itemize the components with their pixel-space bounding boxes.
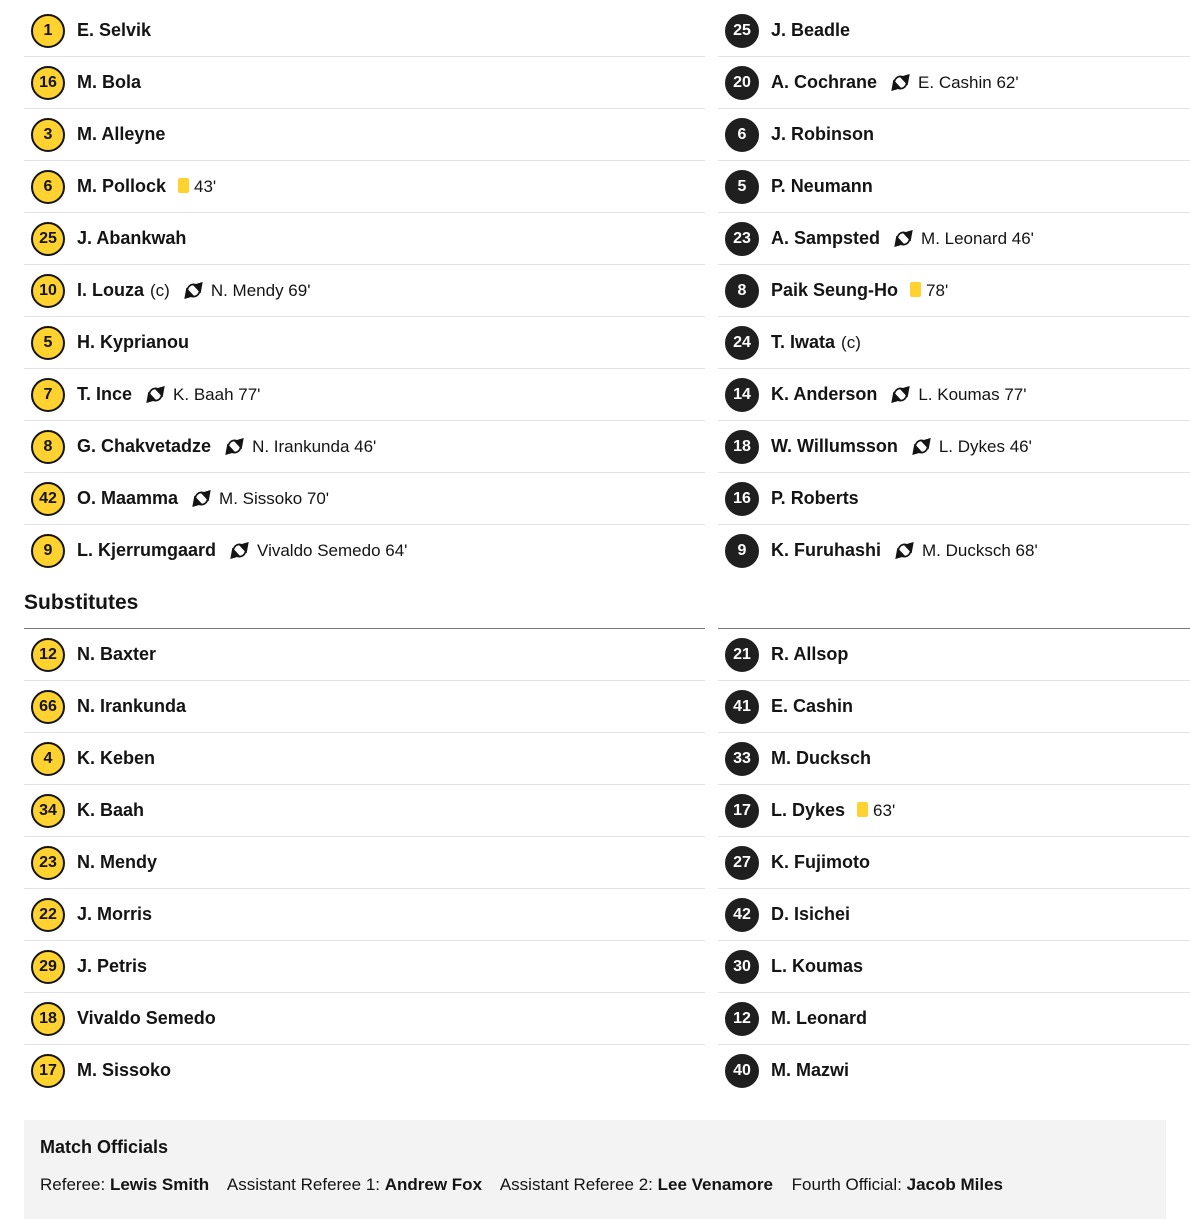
shirt-number-badge: 40 bbox=[725, 1054, 759, 1088]
player-name: T. Ince bbox=[77, 384, 133, 404]
shirt-number-badge: 8 bbox=[725, 274, 759, 308]
shirt-number-badge: 23 bbox=[31, 846, 65, 880]
player-row bbox=[24, 681, 705, 733]
player-row bbox=[718, 473, 1190, 525]
substitution-icon bbox=[184, 281, 203, 300]
shirt-number-badge: 24 bbox=[725, 326, 759, 360]
shirt-number-badge: 18 bbox=[725, 430, 759, 464]
substitution-info bbox=[230, 541, 407, 561]
player-name: Vivaldo Semedo bbox=[77, 1008, 216, 1028]
player-name: M. Mazwi bbox=[771, 1060, 850, 1080]
shirt-number-badge: 6 bbox=[725, 118, 759, 152]
shirt-number-badge: 21 bbox=[725, 638, 759, 672]
substitutes-heading-left bbox=[24, 576, 705, 629]
substitution-text: N. Mendy 69' bbox=[210, 280, 311, 300]
match-officials-line bbox=[40, 1174, 1150, 1196]
player-name: A. Cochrane bbox=[771, 72, 878, 92]
player-name: M. Leonard bbox=[771, 1008, 868, 1028]
home-substitutes-list bbox=[24, 629, 705, 1096]
substitution-info bbox=[894, 229, 1034, 249]
official-name: Andrew Fox bbox=[384, 1175, 483, 1194]
player-row bbox=[24, 5, 705, 57]
captain-indicator: (c) bbox=[841, 332, 861, 352]
shirt-number-badge: 4 bbox=[31, 742, 65, 776]
player-row bbox=[718, 993, 1190, 1045]
shirt-number-badge: 16 bbox=[725, 482, 759, 516]
shirt-number-badge: 66 bbox=[31, 690, 65, 724]
player-row bbox=[24, 57, 705, 109]
lineups-grid bbox=[24, 0, 1190, 1096]
player-row bbox=[24, 837, 705, 889]
match-officials-title: Match Officials bbox=[40, 1137, 169, 1157]
official-name: Jacob Miles bbox=[906, 1175, 1003, 1194]
player-row bbox=[24, 525, 705, 576]
player-name: M. Sissoko bbox=[77, 1060, 172, 1080]
shirt-number-badge: 7 bbox=[31, 378, 65, 412]
substitution-text: M. Sissoko 70' bbox=[219, 488, 330, 508]
player-name: P. Roberts bbox=[771, 488, 859, 508]
player-row bbox=[718, 369, 1190, 421]
substitution-info bbox=[146, 385, 260, 405]
substitutes-heading-right-rule bbox=[718, 576, 1190, 629]
shirt-number-badge: 1 bbox=[31, 14, 65, 48]
shirt-number-badge: 8 bbox=[31, 430, 65, 464]
player-name: J. Robinson bbox=[771, 124, 874, 144]
player-name: L. Koumas bbox=[771, 956, 864, 976]
substitution-icon bbox=[912, 437, 931, 456]
player-row bbox=[718, 421, 1190, 473]
player-row bbox=[718, 733, 1190, 785]
substitution-icon bbox=[146, 385, 165, 404]
yellow-card-icon bbox=[178, 178, 189, 193]
player-name: N. Baxter bbox=[77, 644, 157, 664]
player-name: E. Selvik bbox=[77, 20, 152, 40]
player-row bbox=[718, 317, 1190, 369]
shirt-number-badge: 17 bbox=[31, 1054, 65, 1088]
player-row bbox=[24, 993, 705, 1045]
player-row bbox=[24, 733, 705, 785]
shirt-number-badge: 3 bbox=[31, 118, 65, 152]
shirt-number-badge: 42 bbox=[725, 898, 759, 932]
player-name: J. Petris bbox=[77, 956, 148, 976]
yellow-card-icon bbox=[910, 282, 921, 297]
official-role: Referee: bbox=[40, 1175, 106, 1194]
player-row bbox=[718, 109, 1190, 161]
official-name: Lewis Smith bbox=[109, 1175, 210, 1194]
shirt-number-badge: 29 bbox=[31, 950, 65, 984]
substitution-icon bbox=[894, 229, 913, 248]
official-entry bbox=[40, 1175, 209, 1194]
player-row bbox=[718, 837, 1190, 889]
shirt-number-badge: 12 bbox=[725, 1002, 759, 1036]
player-name: D. Isichei bbox=[771, 904, 851, 924]
shirt-number-badge: 41 bbox=[725, 690, 759, 724]
away-starting-list bbox=[718, 5, 1190, 576]
player-name: R. Allsop bbox=[771, 644, 849, 664]
shirt-number-badge: 10 bbox=[31, 274, 65, 308]
shirt-number-badge: 20 bbox=[725, 66, 759, 100]
substitution-info bbox=[895, 541, 1038, 561]
substitution-icon bbox=[891, 385, 910, 404]
yellow-card-icon bbox=[857, 802, 868, 817]
away-substitutes-list bbox=[718, 629, 1190, 1096]
substitution-text: K. Baah 77' bbox=[173, 384, 261, 404]
player-name: M. Alleyne bbox=[77, 124, 166, 144]
shirt-number-badge: 5 bbox=[725, 170, 759, 204]
substitution-info bbox=[912, 437, 1032, 457]
player-name: J. Beadle bbox=[771, 20, 851, 40]
shirt-number-badge: 12 bbox=[31, 638, 65, 672]
substitution-icon bbox=[192, 489, 211, 508]
substitution-text: M. Leonard 46' bbox=[921, 228, 1034, 248]
shirt-number-badge: 30 bbox=[725, 950, 759, 984]
player-row bbox=[24, 1045, 705, 1096]
player-row bbox=[24, 265, 705, 317]
card-minute: 43' bbox=[194, 176, 217, 196]
shirt-number-badge: 33 bbox=[725, 742, 759, 776]
player-row bbox=[24, 369, 705, 421]
substitution-info bbox=[184, 281, 311, 301]
substitution-text: E. Cashin 62' bbox=[918, 72, 1019, 92]
player-name: K. Baah bbox=[77, 800, 145, 820]
player-row bbox=[24, 421, 705, 473]
player-row bbox=[718, 265, 1190, 317]
player-name: N. Mendy bbox=[77, 852, 158, 872]
substitution-text: N. Irankunda 46' bbox=[252, 436, 377, 456]
player-row bbox=[718, 681, 1190, 733]
card-minute: 63' bbox=[873, 800, 896, 820]
captain-indicator: (c) bbox=[150, 280, 170, 300]
substitution-icon bbox=[891, 73, 910, 92]
shirt-number-badge: 6 bbox=[31, 170, 65, 204]
player-name: T. Iwata bbox=[771, 332, 836, 352]
player-row bbox=[718, 629, 1190, 681]
player-row bbox=[718, 889, 1190, 941]
player-name: M. Pollock bbox=[77, 176, 167, 196]
match-officials-panel bbox=[24, 1120, 1166, 1219]
substitution-icon bbox=[225, 437, 244, 456]
substitution-icon bbox=[895, 541, 914, 560]
shirt-number-badge: 18 bbox=[31, 1002, 65, 1036]
player-name: K. Keben bbox=[77, 748, 156, 768]
shirt-number-badge: 5 bbox=[31, 326, 65, 360]
player-name: J. Abankwah bbox=[77, 228, 187, 248]
official-role: Fourth Official: bbox=[791, 1175, 902, 1194]
player-row bbox=[24, 785, 705, 837]
player-row bbox=[24, 109, 705, 161]
player-name: M. Ducksch bbox=[771, 748, 872, 768]
player-name: K. Anderson bbox=[771, 384, 878, 404]
substitution-text: M. Ducksch 68' bbox=[922, 540, 1038, 560]
player-name: I. Louza bbox=[77, 280, 144, 300]
player-row bbox=[24, 161, 705, 213]
player-row bbox=[718, 57, 1190, 109]
substitution-text: L. Dykes 46' bbox=[938, 436, 1032, 456]
shirt-number-badge: 42 bbox=[31, 482, 65, 516]
player-row bbox=[718, 785, 1190, 837]
official-name: Lee Venamore bbox=[657, 1175, 773, 1194]
player-row bbox=[24, 889, 705, 941]
shirt-number-badge: 22 bbox=[31, 898, 65, 932]
substitution-info bbox=[891, 385, 1026, 405]
shirt-number-badge: 25 bbox=[31, 222, 65, 256]
substitution-info bbox=[891, 73, 1019, 93]
player-row bbox=[24, 941, 705, 993]
player-name: H. Kyprianou bbox=[77, 332, 190, 352]
player-name: M. Bola bbox=[77, 72, 142, 92]
substitution-info bbox=[192, 489, 329, 509]
shirt-number-badge: 25 bbox=[725, 14, 759, 48]
substitution-text: L. Koumas 77' bbox=[918, 384, 1027, 404]
player-row bbox=[718, 5, 1190, 57]
player-name: W. Willumsson bbox=[771, 436, 898, 456]
shirt-number-badge: 27 bbox=[725, 846, 759, 880]
shirt-number-badge: 17 bbox=[725, 794, 759, 828]
official-role: Assistant Referee 2: bbox=[499, 1175, 653, 1194]
player-name: L. Dykes bbox=[771, 800, 846, 820]
substitution-icon bbox=[230, 541, 249, 560]
official-entry bbox=[227, 1175, 482, 1194]
official-entry bbox=[500, 1175, 773, 1194]
shirt-number-badge: 9 bbox=[725, 534, 759, 568]
shirt-number-badge: 16 bbox=[31, 66, 65, 100]
player-name: E. Cashin bbox=[771, 696, 854, 716]
player-row bbox=[24, 473, 705, 525]
player-name: O. Maamma bbox=[77, 488, 179, 508]
player-name: N. Irankunda bbox=[77, 696, 187, 716]
player-name: G. Chakvetadze bbox=[77, 436, 212, 456]
player-name: J. Morris bbox=[77, 904, 153, 924]
player-name: P. Neumann bbox=[771, 176, 873, 196]
card-minute: 78' bbox=[926, 280, 949, 300]
home-starting-list bbox=[24, 5, 705, 576]
substitutes-heading-spacer bbox=[718, 590, 1190, 616]
player-row bbox=[718, 161, 1190, 213]
player-row bbox=[718, 1045, 1190, 1096]
player-row bbox=[24, 317, 705, 369]
player-name: K. Furuhashi bbox=[771, 540, 882, 560]
player-name: K. Fujimoto bbox=[771, 852, 870, 872]
player-name: Paik Seung-Ho bbox=[771, 280, 899, 300]
player-row bbox=[718, 941, 1190, 993]
player-name: A. Sampsted bbox=[771, 228, 881, 248]
player-row bbox=[718, 525, 1190, 576]
official-role: Assistant Referee 1: bbox=[226, 1175, 380, 1194]
substitutes-heading: Substitutes bbox=[24, 591, 139, 614]
player-name: L. Kjerrumgaard bbox=[77, 540, 217, 560]
shirt-number-badge: 9 bbox=[31, 534, 65, 568]
player-row bbox=[24, 213, 705, 265]
player-row bbox=[718, 213, 1190, 265]
shirt-number-badge: 14 bbox=[725, 378, 759, 412]
player-row bbox=[24, 629, 705, 681]
official-entry bbox=[792, 1175, 1003, 1194]
substitution-info bbox=[225, 437, 376, 457]
shirt-number-badge: 23 bbox=[725, 222, 759, 256]
shirt-number-badge: 34 bbox=[31, 794, 65, 828]
substitution-text: Vivaldo Semedo 64' bbox=[257, 540, 408, 560]
